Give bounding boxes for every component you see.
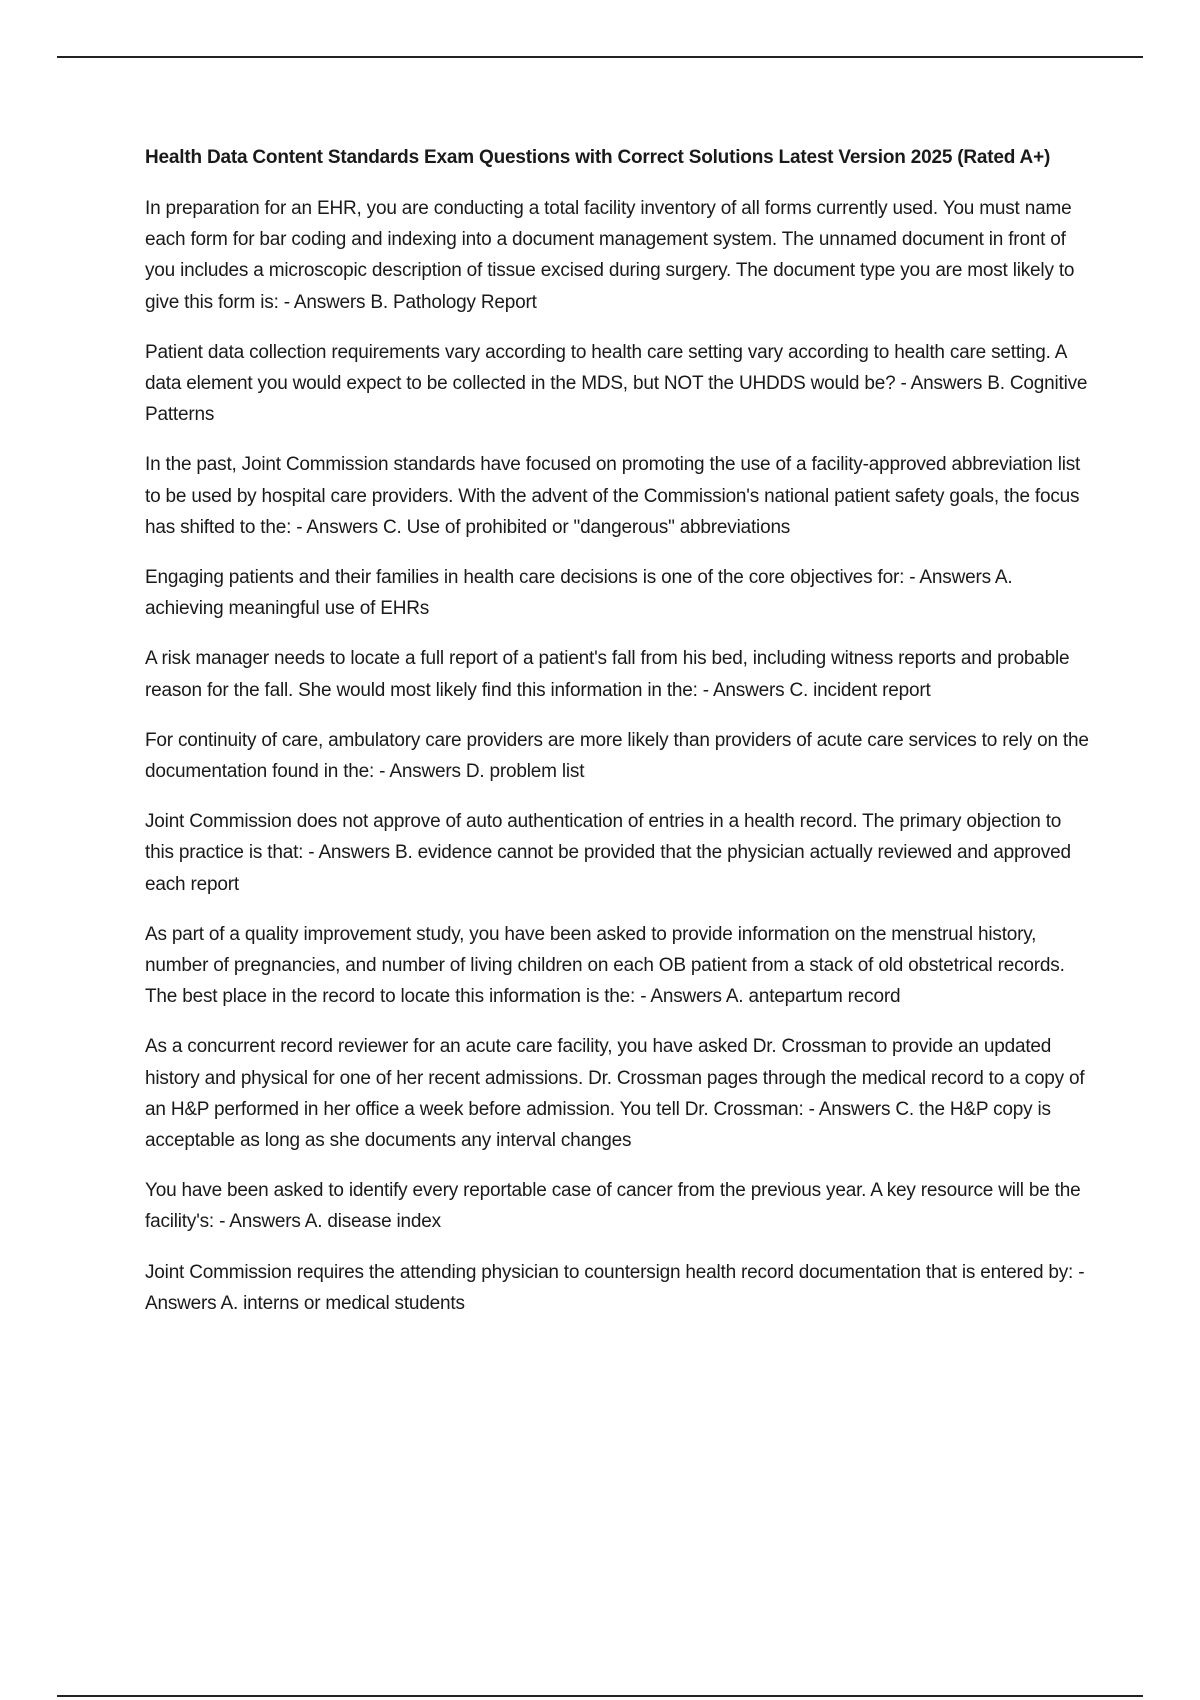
document-title: Health Data Content Standards Exam Questions with Correct Solutions Latest Version 2025 (Rated A+) bbox=[145, 147, 1051, 168]
question-answer-3: In the past, Joint Commission standards have focused on promoting the use of a facility-approved abbreviation list to be used by hospital care providers. With the advent of the Commission's national patient safety goals, the focus has shifted to the: - Answers C. Use of prohibited or "dangerous" abbreviations bbox=[145, 454, 1081, 538]
question-answer-8: As part of a quality improvement study, you have been asked to provide information on the menstrual history, number of pregnancies, and number of living children on each OB patient from a stack of old obstetrical records. The best place in the record to locate this information is the: - Answers A. antepartum record bbox=[145, 923, 1065, 1008]
document-body bbox=[145, 142, 1090, 1338]
question-answer-10: You have been asked to identify every reportable case of cancer from the previous year. A key resource will be the facility's: - Answers A. disease index bbox=[145, 1180, 1081, 1233]
footer-rule bbox=[57, 1695, 1143, 1697]
question-answer-2: Patient data collection requirements vary according to health care setting vary according to health care setting. A data element you would expect to be collected in the MDS, but NOT the UHDDS would be? - Answers B. Cognitive Patterns bbox=[145, 341, 1088, 426]
question-answer-5: A risk manager needs to locate a full report of a patient's fall from his bed, including witness reports and probable reason for the fall. She would most likely find this information in the: - Answers C. incident report bbox=[145, 648, 1070, 701]
question-answer-7: Joint Commission does not approve of auto authentication of entries in a health record. The primary objection to this practice is that: - Answers B. evidence cannot be provided that the physician actually reviewed and approved each report bbox=[145, 811, 1071, 895]
question-answer-11: Joint Commission requires the attending physician to countersign health record documentation that is entered by: - Answers A. interns or medical students bbox=[145, 1261, 1085, 1314]
header-rule bbox=[57, 56, 1143, 58]
question-answer-1: In preparation for an EHR, you are conducting a total facility inventory of all forms currently used. You must name each form for bar coding and indexing into a document management system. The unnamed document in front of you includes a microscopic description of tissue excised during surgery. The document type you are most likely to give this form is: - Answers B. Pathology Report bbox=[145, 198, 1075, 313]
question-answer-6: For continuity of care, ambulatory care providers are more likely than providers of acute care services to rely on the documentation found in the: - Answers D. problem list bbox=[145, 729, 1089, 783]
question-answer-4: Engaging patients and their families in health care decisions is one of the core objectives for: - Answers A. achieving meaningful use of EHRs bbox=[145, 567, 1013, 620]
question-answer-9: As a concurrent record reviewer for an acute care facility, you have asked Dr. Crossman to provide an updated history and physical for one of her recent admissions. Dr. Crossman pages through the medical record to a copy of an H&P performed in her office a week before admission. You tell Dr. Crossman: - Answers C. the H&P copy is acceptable as long as she documents any interval changes bbox=[145, 1036, 1085, 1152]
